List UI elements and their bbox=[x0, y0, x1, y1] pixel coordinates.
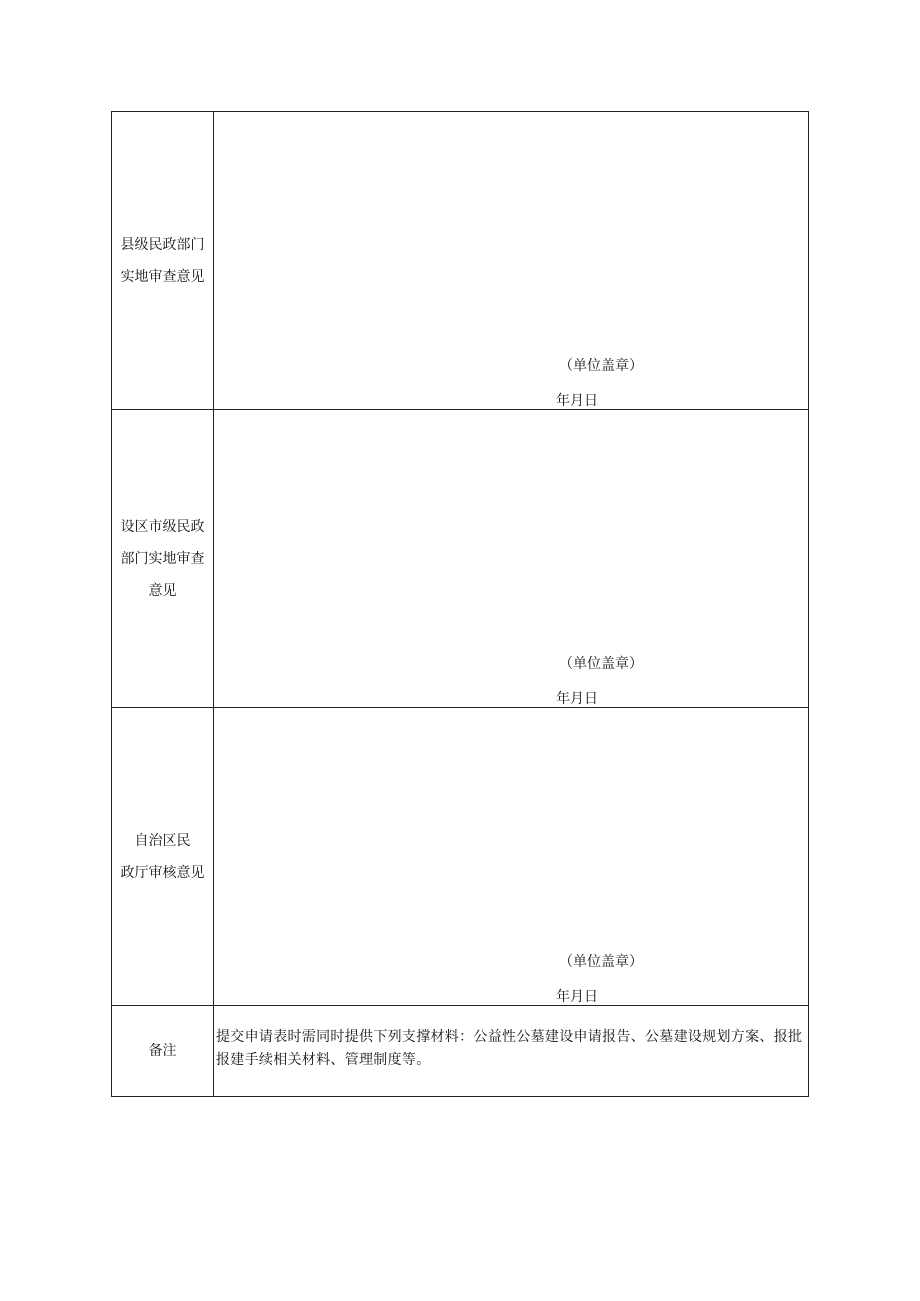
county-review-label bbox=[112, 112, 214, 410]
region-review-label bbox=[112, 708, 214, 1006]
notes-label: 备注 bbox=[112, 1006, 214, 1097]
review-form-table bbox=[111, 111, 809, 1097]
date-line: 年月日 bbox=[556, 691, 598, 707]
date-line: 年月日 bbox=[556, 393, 598, 409]
label-line: 部门实地审查 bbox=[120, 550, 205, 567]
city-review-row bbox=[112, 410, 809, 708]
label-line: 实地审查意见 bbox=[120, 268, 205, 285]
county-review-opinion-field[interactable] bbox=[214, 112, 809, 410]
city-review-opinion-field[interactable] bbox=[214, 410, 809, 708]
date-line: 年月日 bbox=[556, 989, 598, 1005]
notes-row bbox=[112, 1006, 809, 1097]
label-line: 设区市级民政 bbox=[120, 518, 205, 535]
label-line: 意见 bbox=[148, 582, 177, 599]
county-review-row bbox=[112, 112, 809, 410]
label-line: 自治区民 bbox=[134, 832, 191, 849]
notes-text: 提交申请表时需同时提供下列支撑材料：公益性公墓建设申请报告、公墓建设规划方案、报批报建手续相关材料、管理制度等。 bbox=[216, 1029, 803, 1068]
notes-cell bbox=[214, 1006, 809, 1097]
seal-note: （单位盖章） bbox=[559, 954, 643, 970]
region-review-opinion-field[interactable] bbox=[214, 708, 809, 1006]
label-line: 县级民政部门 bbox=[120, 236, 205, 253]
seal-note: （单位盖章） bbox=[559, 358, 643, 374]
region-review-row bbox=[112, 708, 809, 1006]
seal-note: （单位盖章） bbox=[559, 656, 643, 672]
city-review-label bbox=[112, 410, 214, 708]
label-line: 政厅审核意见 bbox=[120, 864, 205, 881]
